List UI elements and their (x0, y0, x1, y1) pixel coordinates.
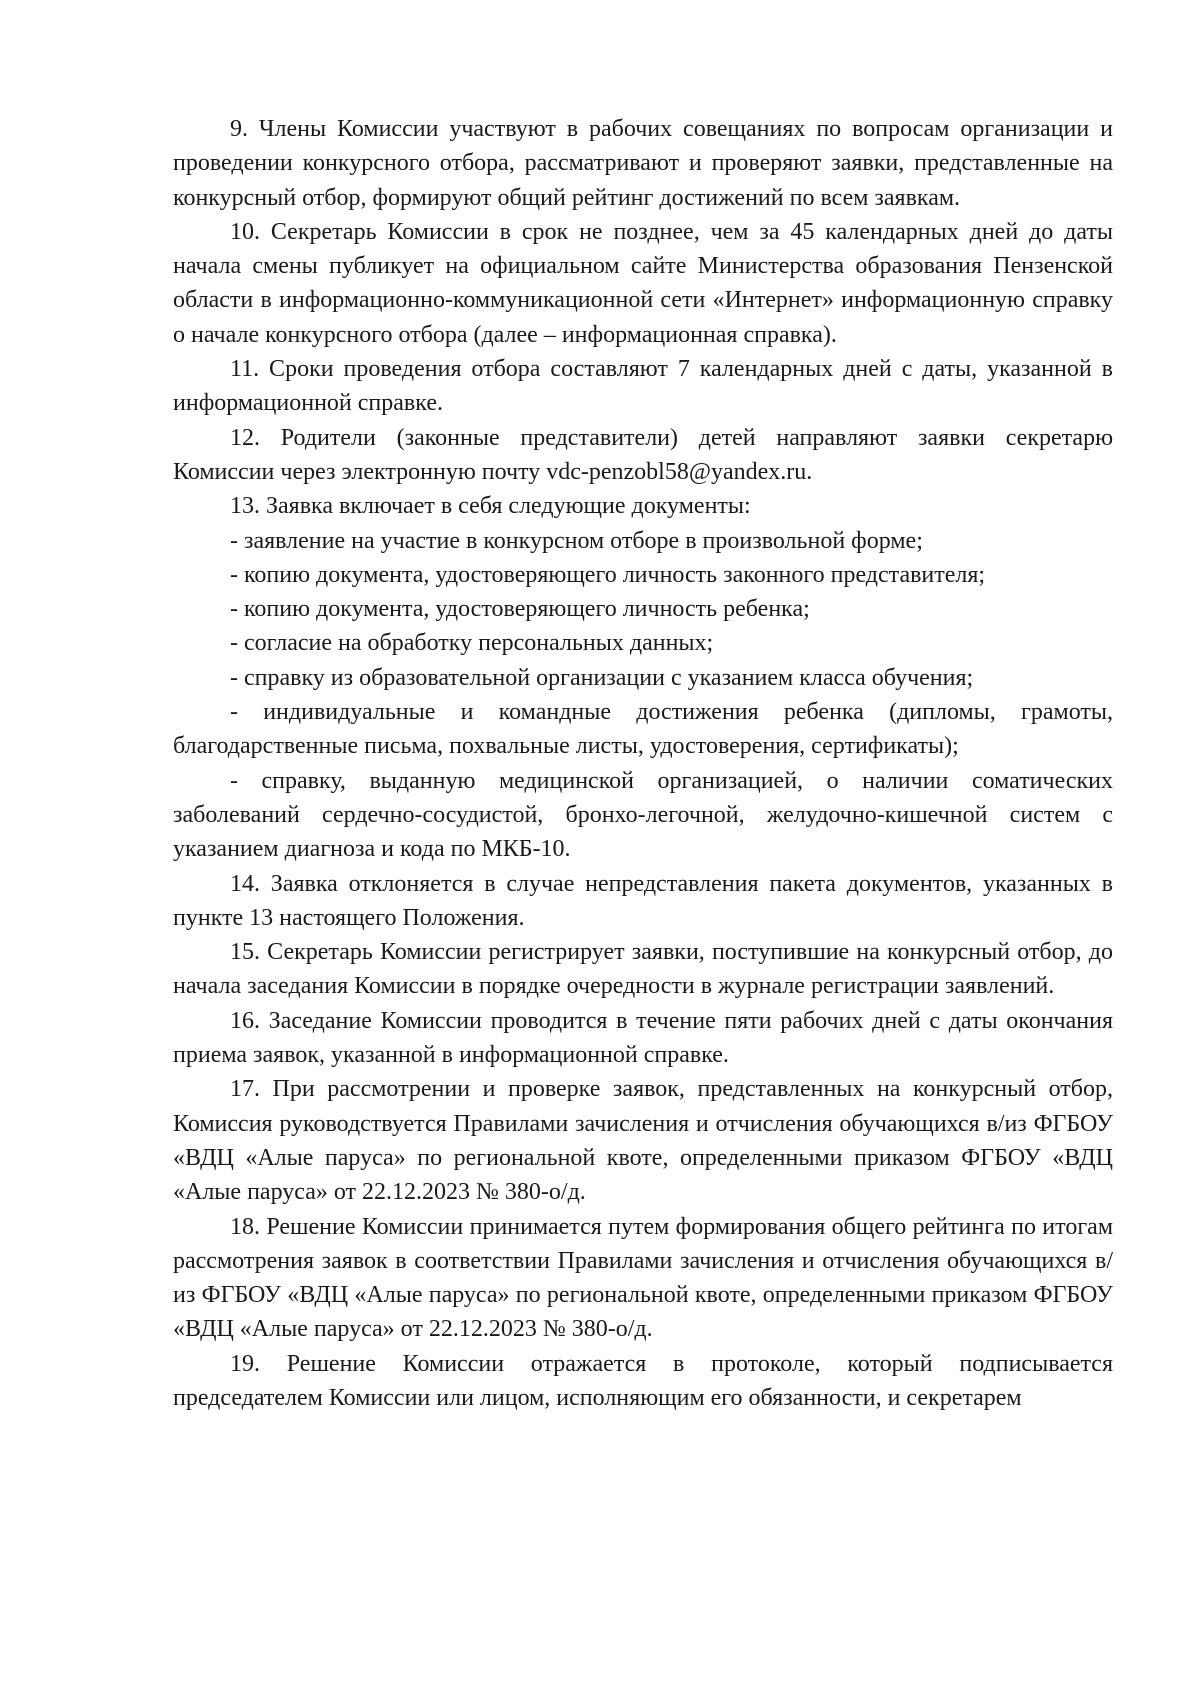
paragraph-18: 18. Решение Комиссии принимается путем формирования общего рейтинга по итогам рассмотрения заявок в соответствии Правилами зачисления и отчисления обучающихся в/из ФГБОУ «ВДЦ «Алые паруса» по региональной квоте, определенными приказом ФГБОУ «ВДЦ «Алые паруса» от 22.12.2023 № 380-о/д. (173, 1213, 1113, 1343)
list-item: - копию документа, удостоверяющего личность законного представителя; (230, 561, 986, 588)
list-item: - согласие на обработку персональных данных; (230, 630, 714, 657)
paragraph-11: 11. Сроки проведения отбора составляют 7 календарных дней с даты, указанной в информационной справке. (173, 356, 1113, 417)
paragraph-10: 10. Секретарь Комиссии в срок не позднее, чем за 45 календарных дней до даты начала смены публикует на официальном сайте Министерства образования Пензенской области в информационно-коммуникационной сети «Интернет» информационную справку о начале конкурсного отбора (далее – информационная справка). (173, 218, 1113, 348)
paragraph-14: 14. Заявка отклоняется в случае непредставления пакета документов, указанных в пункте 13 настоящего Положения. (173, 870, 1113, 931)
paragraph-13: 13. Заявка включает в себя следующие документы: (230, 493, 751, 520)
list-item: - индивидуальные и командные достижения ребенка (дипломы, грамоты, благодарственные письма, похвальные листы, удостоверения, сертификаты); (173, 699, 1113, 760)
list-item: - справку, выданную медицинской организацией, о наличии соматических заболеваний сердечно-сосудистой, бронхо-легочной, желудочно-кишечной систем с указанием диагноза и кода по МКБ-10. (173, 767, 1113, 863)
list-item: - копию документа, удостоверяющего личность ребенка; (230, 596, 810, 623)
paragraph-9: 9. Члены Комиссии участвуют в рабочих совещаниях по вопросам организации и проведении конкурсного отбора, рассматривают и проверяют заявки, представленные на конкурсный отбор, формируют общий рейтинг достижений по всем заявкам. (173, 116, 1113, 211)
paragraph-17: 17. При рассмотрении и проверке заявок, представленных на конкурсный отбор, Комиссия руководствуется Правилами зачисления и отчисления обучающихся в/из ФГБОУ «ВДЦ «Алые паруса» по региональной квоте, определенными приказом ФГБОУ «ВДЦ «Алые паруса» от 22.12.2023 № 380-о/д. (173, 1076, 1113, 1206)
document-body (173, 112, 1113, 1415)
list-item: - заявление на участие в конкурсном отборе в произвольной форме; (230, 527, 923, 554)
paragraph-19: 19. Решение Комиссии отражается в протоколе, который подписывается председателем Комиссии или лицом, исполняющим его обязанности, и секретарем (173, 1350, 1113, 1411)
paragraph-15: 15. Секретарь Комиссии регистрирует заявки, поступившие на конкурсный отбор, до начала заседания Комиссии в порядке очередности в журнале регистрации заявлений. (173, 939, 1113, 1000)
paragraph-12: 12. Родители (законные представители) детей направляют заявки секретарю Комиссии через электронную почту vdc-penzobl58@yandex.ru. (173, 424, 1113, 485)
list-item: - справку из образовательной организации с указанием класса обучения; (230, 664, 974, 691)
paragraph-16: 16. Заседание Комиссии проводится в течение пяти рабочих дней с даты окончания приема заявок, указанной в информационной справке. (173, 1007, 1113, 1069)
